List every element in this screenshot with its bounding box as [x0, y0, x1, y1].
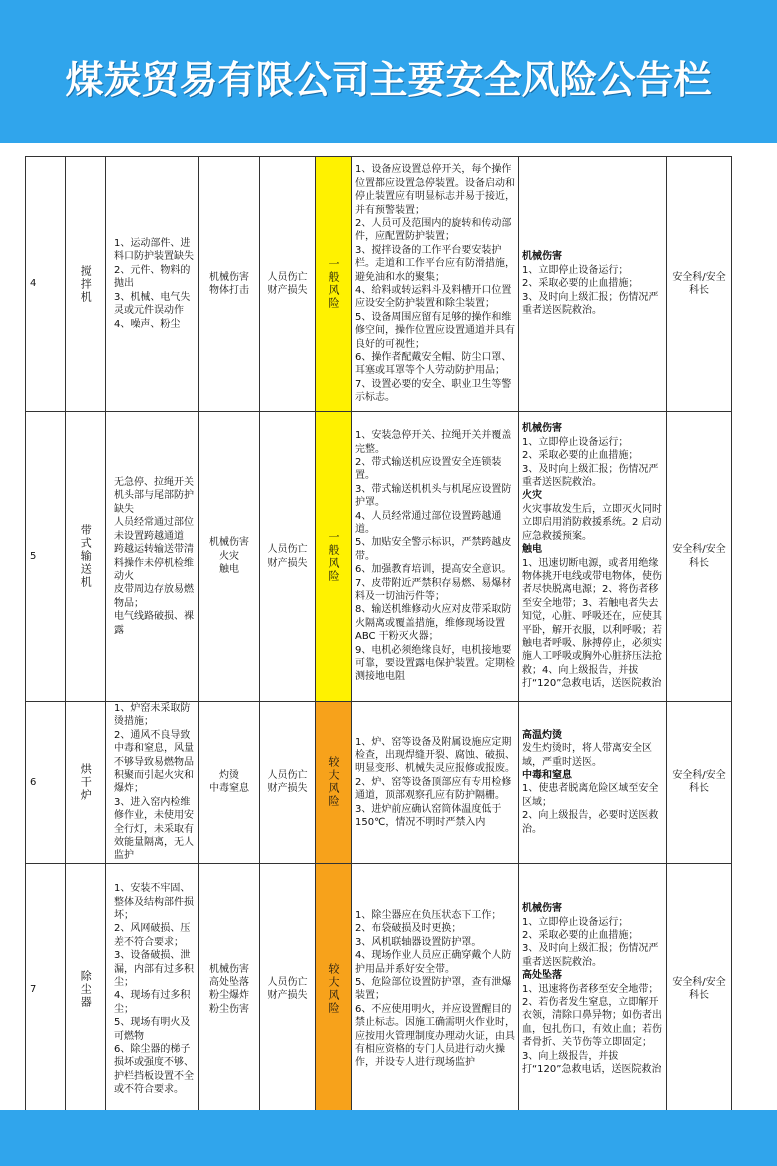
row-number: 5: [26, 412, 66, 702]
control-measure-line: 1、除尘器应在负压状态下工作；: [355, 909, 502, 921]
consequence-line: 人员伤亡: [267, 976, 308, 988]
accident-type-line: 灼烫: [219, 770, 239, 782]
control-measure-line: 4、给料或转运料斗及料槽开口位置应设安全防护装置和除尘装置；: [355, 285, 512, 310]
emergency-heading: 机械伤害: [522, 251, 562, 263]
risk-factor-line: 3、设备破损、泄漏，内部有过多积尘；: [114, 950, 194, 988]
risk-factor-line: 3、进入窑内检维修作业，未使用安全行灯，未采取有效能量隔离，无人监护: [114, 796, 194, 862]
emergency-heading: 机械伤害: [522, 903, 562, 915]
control-measure-line: 2、布袋破损及时更换；: [355, 923, 462, 935]
responsible-dept: 安全科/安全科长: [667, 157, 732, 412]
accident-type-line: 机械伤害: [209, 271, 249, 283]
control-measure-line: 5、危险部位设置防护罩，查有泄爆装置；: [355, 976, 512, 1002]
control-measures: [352, 702, 519, 864]
emergency-step: 3、向上级报告，并拔打“120”急救电话，送医院救治: [522, 1050, 662, 1076]
accident-type-line: 中毒窒息: [209, 783, 249, 795]
emergency-step: 1、迅速将伤者移至安全地带；: [522, 983, 659, 995]
emergency-step: 1、立即停止设备运行；: [522, 436, 629, 448]
consequence-line: 财产损失: [267, 783, 308, 795]
responsible-dept: 安全科/安全科长: [667, 412, 732, 702]
control-measure-line: 4、现场作业人员应正确穿戴个人防护用品并系好安全带。: [355, 950, 512, 975]
emergency-heading: 火灾: [522, 490, 542, 502]
control-measure-line: 7、皮带附近严禁积存易燃、易爆材料及一切油污件等；: [355, 577, 512, 603]
risk-factor-line: 跨越运转输送带清料操作未停机检维动火: [114, 544, 194, 582]
risk-factors: [106, 863, 199, 1115]
control-measure-line: 9、电机必须绝缘良好，电机接地要可靠，要设置露电保护装置。定期检测接地电阻: [355, 644, 515, 683]
emergency-step: 发生灼烫时，将人带离安全区域，严重时送医。: [522, 743, 652, 768]
emergency-step: 2、采取必要的止血措施；: [522, 278, 639, 290]
risk-factor-line: 2、通风不良导致中毒和窒息，风量不够导致易燃物品积聚而引起火灾和爆炸；: [114, 729, 194, 795]
table-row: [26, 863, 732, 1115]
emergency-step: 3、及时向上级汇报；伤情况严重者送医院救治。: [522, 943, 659, 968]
control-measure-line: 8、输送机维修动火应对皮带采取防火隔离或覆盖措施，维修现场设置 ABC 干粉灭火器；: [355, 604, 512, 643]
row-number: 7: [26, 863, 66, 1115]
risk-level: 一般风险: [316, 157, 352, 412]
emergency-step: 3、及时向上级汇报；伤情况严重者送医院救治。: [522, 463, 659, 489]
emergency-step: 1、使患者脱离危险区域至安全区域；: [522, 783, 659, 808]
control-measure-line: 6、不应使用明火，并应设置醒目的禁止标志。因施工确需明火作业时，应按用火管理制度办理动火证，由具有相应资格的专门人员进行动火操作，并设专人进行现场监护: [355, 1003, 515, 1069]
risk-factor-line: 无急停、拉绳开关: [114, 477, 194, 489]
table-row: [26, 702, 732, 864]
equipment-name: 带式输送机: [66, 412, 106, 702]
emergency-heading: 高处坠落: [522, 970, 562, 982]
equipment-name: 除尘器: [66, 863, 106, 1115]
consequence: [260, 863, 316, 1115]
control-measure-line: 2、人员可及范围内的旋转和传动部件，应配置防护装置；: [355, 217, 512, 243]
emergency-measures: [519, 863, 667, 1115]
control-measure-line: 2、带式输送机应设置安全连锁装置。: [355, 456, 502, 482]
control-measures: [352, 157, 519, 412]
control-measure-line: 3、风机联轴器设置防护罩。: [355, 936, 482, 948]
risk-table: [25, 156, 732, 1116]
consequence-line: 人员伤亡: [267, 271, 308, 283]
table-row: [26, 412, 732, 702]
risk-factor-line: 电气线路破损、裸露: [114, 611, 194, 636]
risk-factor-line: 人员经常通过部位未设置跨越通道: [114, 517, 194, 542]
risk-factor-line: 4、现场有过多积尘；: [114, 990, 191, 1015]
control-measure-line: 5、加贴安全警示标识，严禁跨越皮带。: [355, 537, 512, 562]
consequence-line: 财产损失: [267, 285, 308, 296]
emergency-heading: 中毒和窒息: [522, 770, 572, 782]
control-measure-line: 5、设备周围应留有足够的操作和维修空间，操作位置应设置通道并具有良好的可视性；: [355, 311, 515, 350]
emergency-heading: 机械伤害: [522, 423, 562, 435]
emergency-step: 火灾事故发生后，立即灭火同时立即启用消防救援系统。2 启动应急救援预案。: [522, 503, 662, 542]
responsible-dept: 安全科/安全科长: [667, 863, 732, 1115]
control-measure-line: 3、搅拌设备的工作平台要安装护栏。走道和工作平台应有防滑措施，避免油和水的聚集；: [355, 244, 515, 283]
consequence-line: 人员伤亡: [267, 770, 308, 782]
risk-factor-line: 2、风网破损、压差不符合要求；: [114, 923, 191, 948]
risk-level: 较大风险: [316, 702, 352, 864]
risk-factor-line: 1、炉窑未采取防烫措施；: [114, 703, 191, 728]
accident-type: [199, 157, 260, 412]
accident-type: [199, 702, 260, 864]
control-measure-line: 7、设置必要的安全、职业卫生等警示标志。: [355, 378, 512, 404]
control-measure-line: 3、带式输送机机头与机尾应设置防护罩。: [355, 483, 512, 509]
footer-banner: [0, 1110, 777, 1166]
accident-type-line: 物体打击: [209, 285, 249, 296]
risk-factor-line: 机头部与尾部防护缺失: [114, 490, 194, 515]
risk-factor-line: 2、元件、物料的抛出: [114, 264, 191, 290]
control-measure-line: 2、炉、窑等设备顶部应有专用检修通道，顶部观察孔应有防护隔栅。: [355, 776, 512, 802]
consequence: [260, 157, 316, 412]
accident-type: [199, 412, 260, 702]
accident-type-line: 粉尘伤害: [209, 1003, 249, 1015]
page-title: 煤炭贸易有限公司主要安全风险公告栏: [65, 58, 712, 102]
equipment-name: 烘干炉: [66, 702, 106, 864]
equipment-name: 搅拌机: [66, 157, 106, 412]
control-measure-line: 6、加强教育培训，提高安全意识。: [355, 564, 512, 576]
emergency-step: 1、立即停止设备运行；: [522, 264, 629, 276]
accident-type-line: 高处坠落: [209, 976, 249, 988]
consequence: [260, 702, 316, 864]
control-measure-line: 1、炉、窑等设备及附属设施应定期检查，出现焊缝开裂、腐蚀、破损、明显变形、机械失灵应报修或报废。: [355, 736, 515, 775]
emergency-step: 3、及时向上级汇报；伤情况严重者送医院救治。: [522, 291, 659, 317]
table-row: [26, 157, 732, 412]
emergency-measures: [519, 702, 667, 864]
emergency-step: 1、立即停止设备运行；: [522, 916, 629, 928]
row-number: 6: [26, 702, 66, 864]
control-measures: [352, 863, 519, 1115]
risk-factor-line: 6、除尘器的梯子损坏或强度不够、护栏挡板设置不全或不符合要求。: [114, 1044, 194, 1096]
risk-factor-line: 4、噪声、粉尘: [114, 318, 181, 330]
consequence-line: 财产损失: [267, 557, 308, 569]
risk-factors: [106, 412, 199, 702]
responsible-dept: 安全科/安全科长: [667, 702, 732, 864]
emergency-step: 2、采取必要的止血措施；: [522, 450, 639, 462]
risk-level: 较大风险: [316, 863, 352, 1115]
emergency-step: 2、向上级报告，必要时送医救治。: [522, 810, 659, 835]
emergency-measures: [519, 412, 667, 702]
risk-level: 一般风险: [316, 412, 352, 702]
control-measure-line: 6、操作者配戴安全帽、防尘口罩、耳塞或耳罩等个人劳动防护用品；: [355, 352, 512, 377]
control-measure-line: 4、人员经常通过部位设置跨越通道。: [355, 510, 502, 535]
accident-type-line: 机械伤害: [209, 537, 249, 549]
control-measure-line: 1、设备应设置总停开关，每个操作位置都应设置急停装置。设备启动和停止装置应有明显标志并易于接近，并有预警装置；: [355, 164, 515, 216]
control-measure-line: 1、安装急停开关、拉绳开关并覆盖完整。: [355, 430, 512, 455]
accident-type-line: 触电: [219, 564, 239, 576]
risk-factor-line: 1、安装不牢固、整体及结构部件损坏；: [114, 883, 194, 921]
accident-type-line: 机械伤害: [209, 963, 249, 975]
consequence-line: 财产损失: [267, 990, 308, 1002]
emergency-measures: [519, 157, 667, 412]
header-banner: [0, 0, 777, 143]
risk-factors: [106, 702, 199, 864]
emergency-step: 2、若伤者发生窒息，立即解开衣领，清除口鼻异物；如伤者出血，包扎伤口，有效止血；若伤者骨折、关节伤等立即固定；: [522, 997, 662, 1049]
accident-type: [199, 863, 260, 1115]
risk-factor-line: 5、现场有明火及可燃物: [114, 1017, 191, 1042]
accident-type-line: 火灾: [219, 550, 239, 562]
accident-type-line: 粉尘爆炸: [209, 990, 249, 1002]
consequence-line: 人员伤亡: [267, 544, 308, 556]
risk-factor-line: 1、运动部件、进料口防护装置缺失: [114, 238, 194, 263]
emergency-step: 2、采取必要的止血措施；: [522, 930, 639, 942]
consequence: [260, 412, 316, 702]
emergency-step: 1、迅速切断电源，或者用绝缘物体挑开电线或带电物体，使伤者尽快脱离电源；2、将伤者移至安全地带；3、若触电者失去知觉，心脏、呼吸还在，应使其平卧，解开衣服，以利呼吸；若触电者呼吸、脉搏停止，必须实施人工呼吸或胸外心脏挤压法抢救；4、向上级报告，并拔打“120”急救电话，送医院救治: [522, 557, 662, 690]
risk-factor-line: 3、机械、电气失灵或元件误动作: [114, 291, 191, 317]
emergency-heading: 高温灼烫: [522, 729, 562, 741]
row-number: 4: [26, 157, 66, 412]
risk-factors: [106, 157, 199, 412]
emergency-heading: 触电: [522, 544, 542, 556]
risk-factor-line: 皮带周边存放易燃物品；: [114, 584, 194, 609]
control-measures: [352, 412, 519, 702]
control-measure-line: 3、进炉前应确认窑筒体温度低于 150℃，情况不明时严禁入内: [355, 803, 502, 828]
